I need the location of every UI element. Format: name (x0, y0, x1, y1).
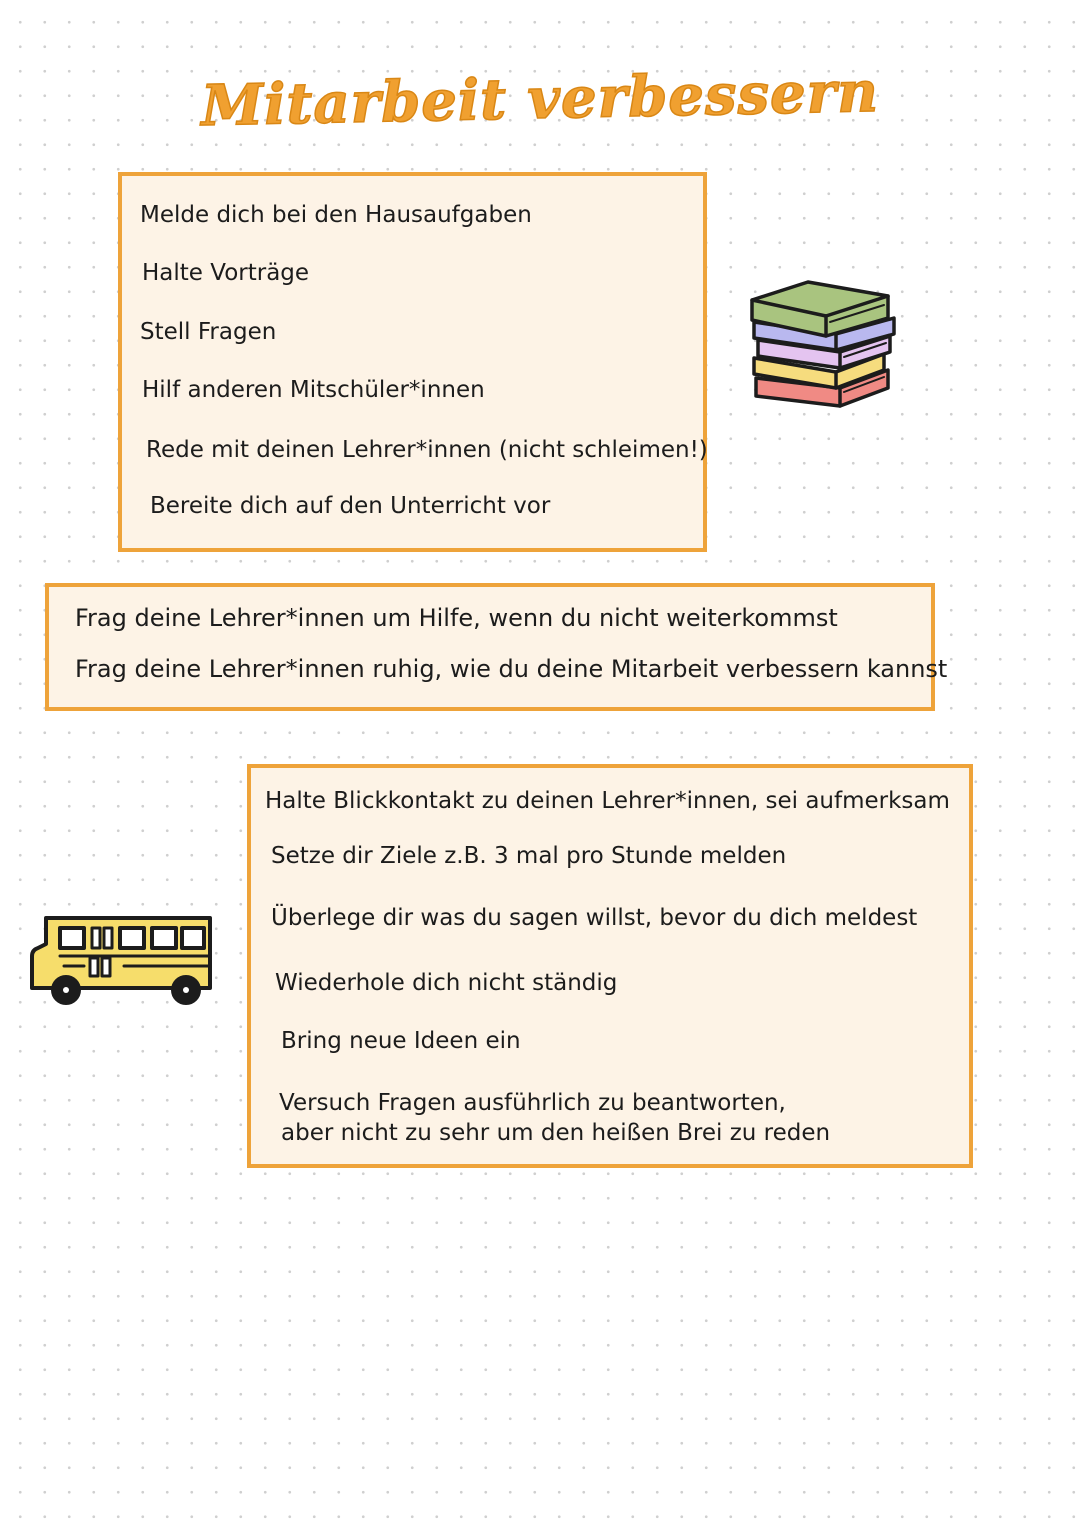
tip-item: Wiederhole dich nicht ständig (275, 970, 618, 996)
tip-item: Halte Blickkontakt zu deinen Lehrer*innen, sei aufmerksam (265, 788, 950, 814)
page-title: Mitarbeit verbessern (200, 58, 880, 140)
tip-item: Frag deine Lehrer*innen um Hilfe, wenn du nicht weiterkommst (75, 604, 838, 632)
tips-box-teacher (45, 583, 948, 711)
tip-item: Bring neue Ideen ein (281, 1028, 521, 1054)
tips-box-participation (247, 764, 973, 1168)
tip-item: Setze dir Ziele z.B. 3 mal pro Stunde melden (271, 843, 787, 869)
tip-item: Rede mit deinen Lehrer*innen (nicht schleimen!) (146, 437, 708, 463)
tip-item: Hilf anderen Mitschüler*innen (142, 377, 485, 403)
tip-item: Melde dich bei den Hausaufgaben (140, 202, 532, 228)
tips-box-basics (118, 172, 707, 552)
tip-item: aber nicht zu sehr um den heißen Brei zu reden (281, 1120, 831, 1146)
tip-item: Stell Fragen (140, 319, 277, 345)
school-bus-icon (24, 908, 220, 1008)
stack-of-books-icon (748, 278, 908, 443)
tip-item: Bereite dich auf den Unterricht vor (150, 493, 551, 519)
tip-item: Frag deine Lehrer*innen ruhig, wie du deine Mitarbeit verbessern kannst (75, 655, 948, 683)
tip-item: Überlege dir was du sagen willst, bevor du dich meldest (271, 905, 918, 931)
tip-item: Versuch Fragen ausführlich zu beantworten, (279, 1090, 786, 1116)
tip-item: Halte Vorträge (142, 260, 310, 286)
